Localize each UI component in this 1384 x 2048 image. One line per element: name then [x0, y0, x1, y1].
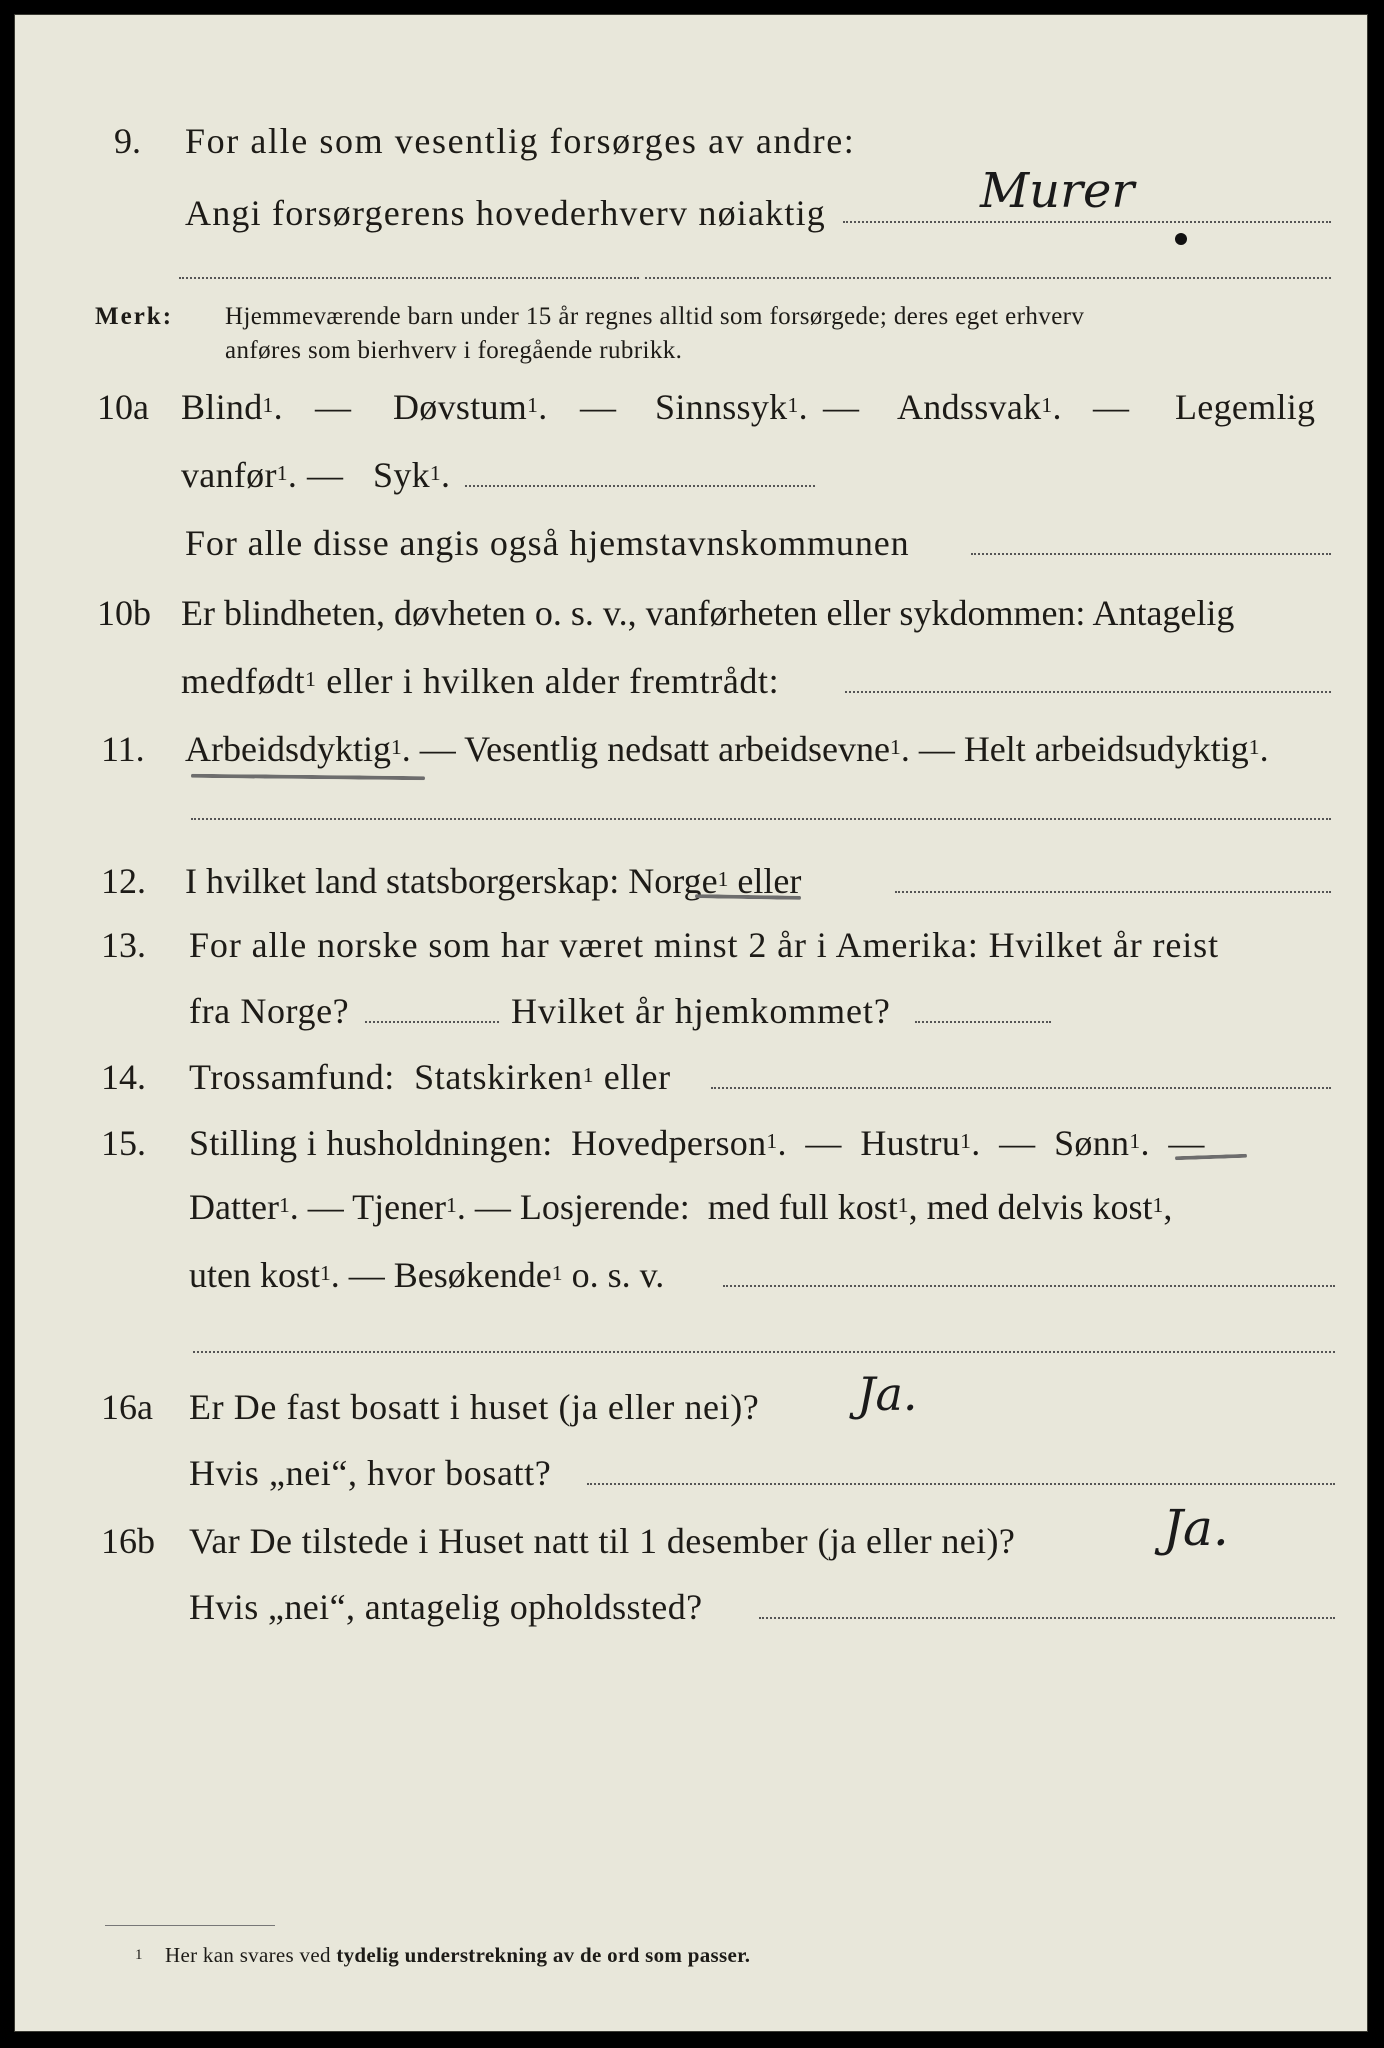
q9-answer: Murer	[980, 163, 1135, 219]
dash: —	[823, 387, 860, 427]
merk-label: Merk:	[95, 303, 174, 330]
q11-extra-line	[191, 818, 1331, 820]
q16b-line2: Hvis „nei“, antagelig opholdssted?	[189, 1587, 703, 1627]
q10a-number: 10a	[97, 387, 149, 427]
q10a-andssvak: Andssvak$^1$.	[897, 387, 1062, 427]
q10a-legemlig: Legemlig	[1175, 387, 1316, 427]
q10a-answer-line[interactable]	[465, 485, 815, 487]
q11-number: 11.	[101, 729, 145, 769]
q9-extra-line-right	[645, 277, 1331, 279]
q10b-answer-line[interactable]	[845, 691, 1331, 693]
q16a-answer-line[interactable]	[587, 1483, 1335, 1485]
q16b-line1: Var De tilstede i Huset natt til 1 desember (ja eller nei)?	[189, 1521, 1016, 1561]
dash: —	[1093, 387, 1130, 427]
q15-answer-line[interactable]	[723, 1285, 1335, 1287]
q15-line2: Datter$^1$. — Tjener$^1$. — Losjerende: med full kost$^1$, med delvis kost$^1$,	[189, 1187, 1173, 1227]
q13-reist-line[interactable]	[365, 1021, 499, 1023]
q9-number: 9.	[114, 121, 141, 161]
q13-line2b: Hvilket år hjemkommet?	[511, 991, 891, 1031]
q16b-answer: Ja.	[1163, 1499, 1229, 1557]
q12-line: I hvilket land statsborgerskap: Norge$^1$ eller	[185, 861, 802, 901]
q12-number: 12.	[101, 861, 146, 901]
q15-line1: Stilling i husholdningen: Hovedperson$^1$. — Hustru$^1$. — Sønn$^1$. —	[189, 1123, 1205, 1163]
q9-line1: For alle som vesentlig forsørges av andre:	[185, 121, 856, 161]
q16a-line2: Hvis „nei“, hvor bosatt?	[189, 1453, 552, 1493]
q16a-number: 16a	[101, 1387, 153, 1427]
q9-extra-line-left	[179, 277, 639, 279]
q15-extra-line	[193, 1351, 1335, 1353]
q10a-line3: For alle disse angis også hjemstavnskommunen	[185, 523, 910, 563]
q9-answer-line[interactable]	[843, 221, 1331, 223]
merk-line2: anføres som bierhverv i foregående rubrikk.	[225, 337, 683, 364]
q13-line1: For alle norske som har været minst 2 år i Amerika: Hvilket år reist	[189, 925, 1219, 965]
q10b-line2: medfødt$^1$ eller i hvilken alder fremtrådt:	[181, 661, 780, 701]
dash: —	[580, 387, 617, 427]
q14-line: Trossamfund: Statskirken$^1$ eller	[189, 1057, 671, 1097]
q10a-syk: Syk$^1$.	[373, 455, 451, 495]
q10b-number: 10b	[97, 593, 151, 633]
q15-number: 15.	[101, 1123, 146, 1163]
q16b-answer-line[interactable]	[759, 1617, 1335, 1619]
merk-line1: Hjemmeværende barn under 15 år regnes alltid som forsørgede; deres eget erhverv	[225, 303, 1085, 330]
q16a-line1: Er De fast bosatt i huset (ja eller nei)?	[189, 1387, 760, 1427]
q13-number: 13.	[101, 925, 146, 965]
ink-dot	[1175, 233, 1187, 245]
footnote-mark: 1	[135, 1947, 143, 1963]
q10a-blind: Blind$^1$.	[181, 387, 283, 427]
footnote-text: Her kan svares ved tydelig understrekning av de ord som passer.	[165, 1943, 751, 1967]
q10a-dovstum: Døvstum$^1$.	[393, 387, 548, 427]
footnote-divider	[105, 1925, 275, 1926]
form-page	[14, 14, 1368, 2032]
q10a-hjemstavn-line[interactable]	[971, 553, 1331, 555]
q12-answer-line[interactable]	[895, 891, 1331, 893]
q10b-line1: Er blindheten, døvheten o. s. v., vanførheten eller sykdommen: Antagelig	[181, 593, 1235, 633]
dash: —	[315, 387, 352, 427]
q9-line2: Angi forsørgerens hovederhverv nøiaktig	[185, 193, 826, 233]
q15-line3: uten kost$^1$. — Besøkende$^1$ o. s. v.	[189, 1255, 665, 1295]
q14-number: 14.	[101, 1057, 146, 1097]
q10a-vanfor: vanfør$^1$.	[181, 455, 298, 495]
q11-options: Arbeidsdyktig$^1$. — Vesentlig nedsatt arbeidsevne$^1$. — Helt arbeidsudyktig$^1$.	[185, 729, 1269, 769]
q10a-sinnssyk: Sinnssyk$^1$.	[655, 387, 808, 427]
dash: —	[307, 455, 344, 495]
q14-answer-line[interactable]	[711, 1087, 1331, 1089]
q11-underline	[191, 774, 425, 780]
q16b-number: 16b	[101, 1521, 155, 1561]
q13-line2a: fra Norge?	[189, 991, 350, 1031]
q13-hjemkommet-line[interactable]	[915, 1021, 1051, 1023]
q16a-answer: Ja.	[857, 1367, 918, 1421]
